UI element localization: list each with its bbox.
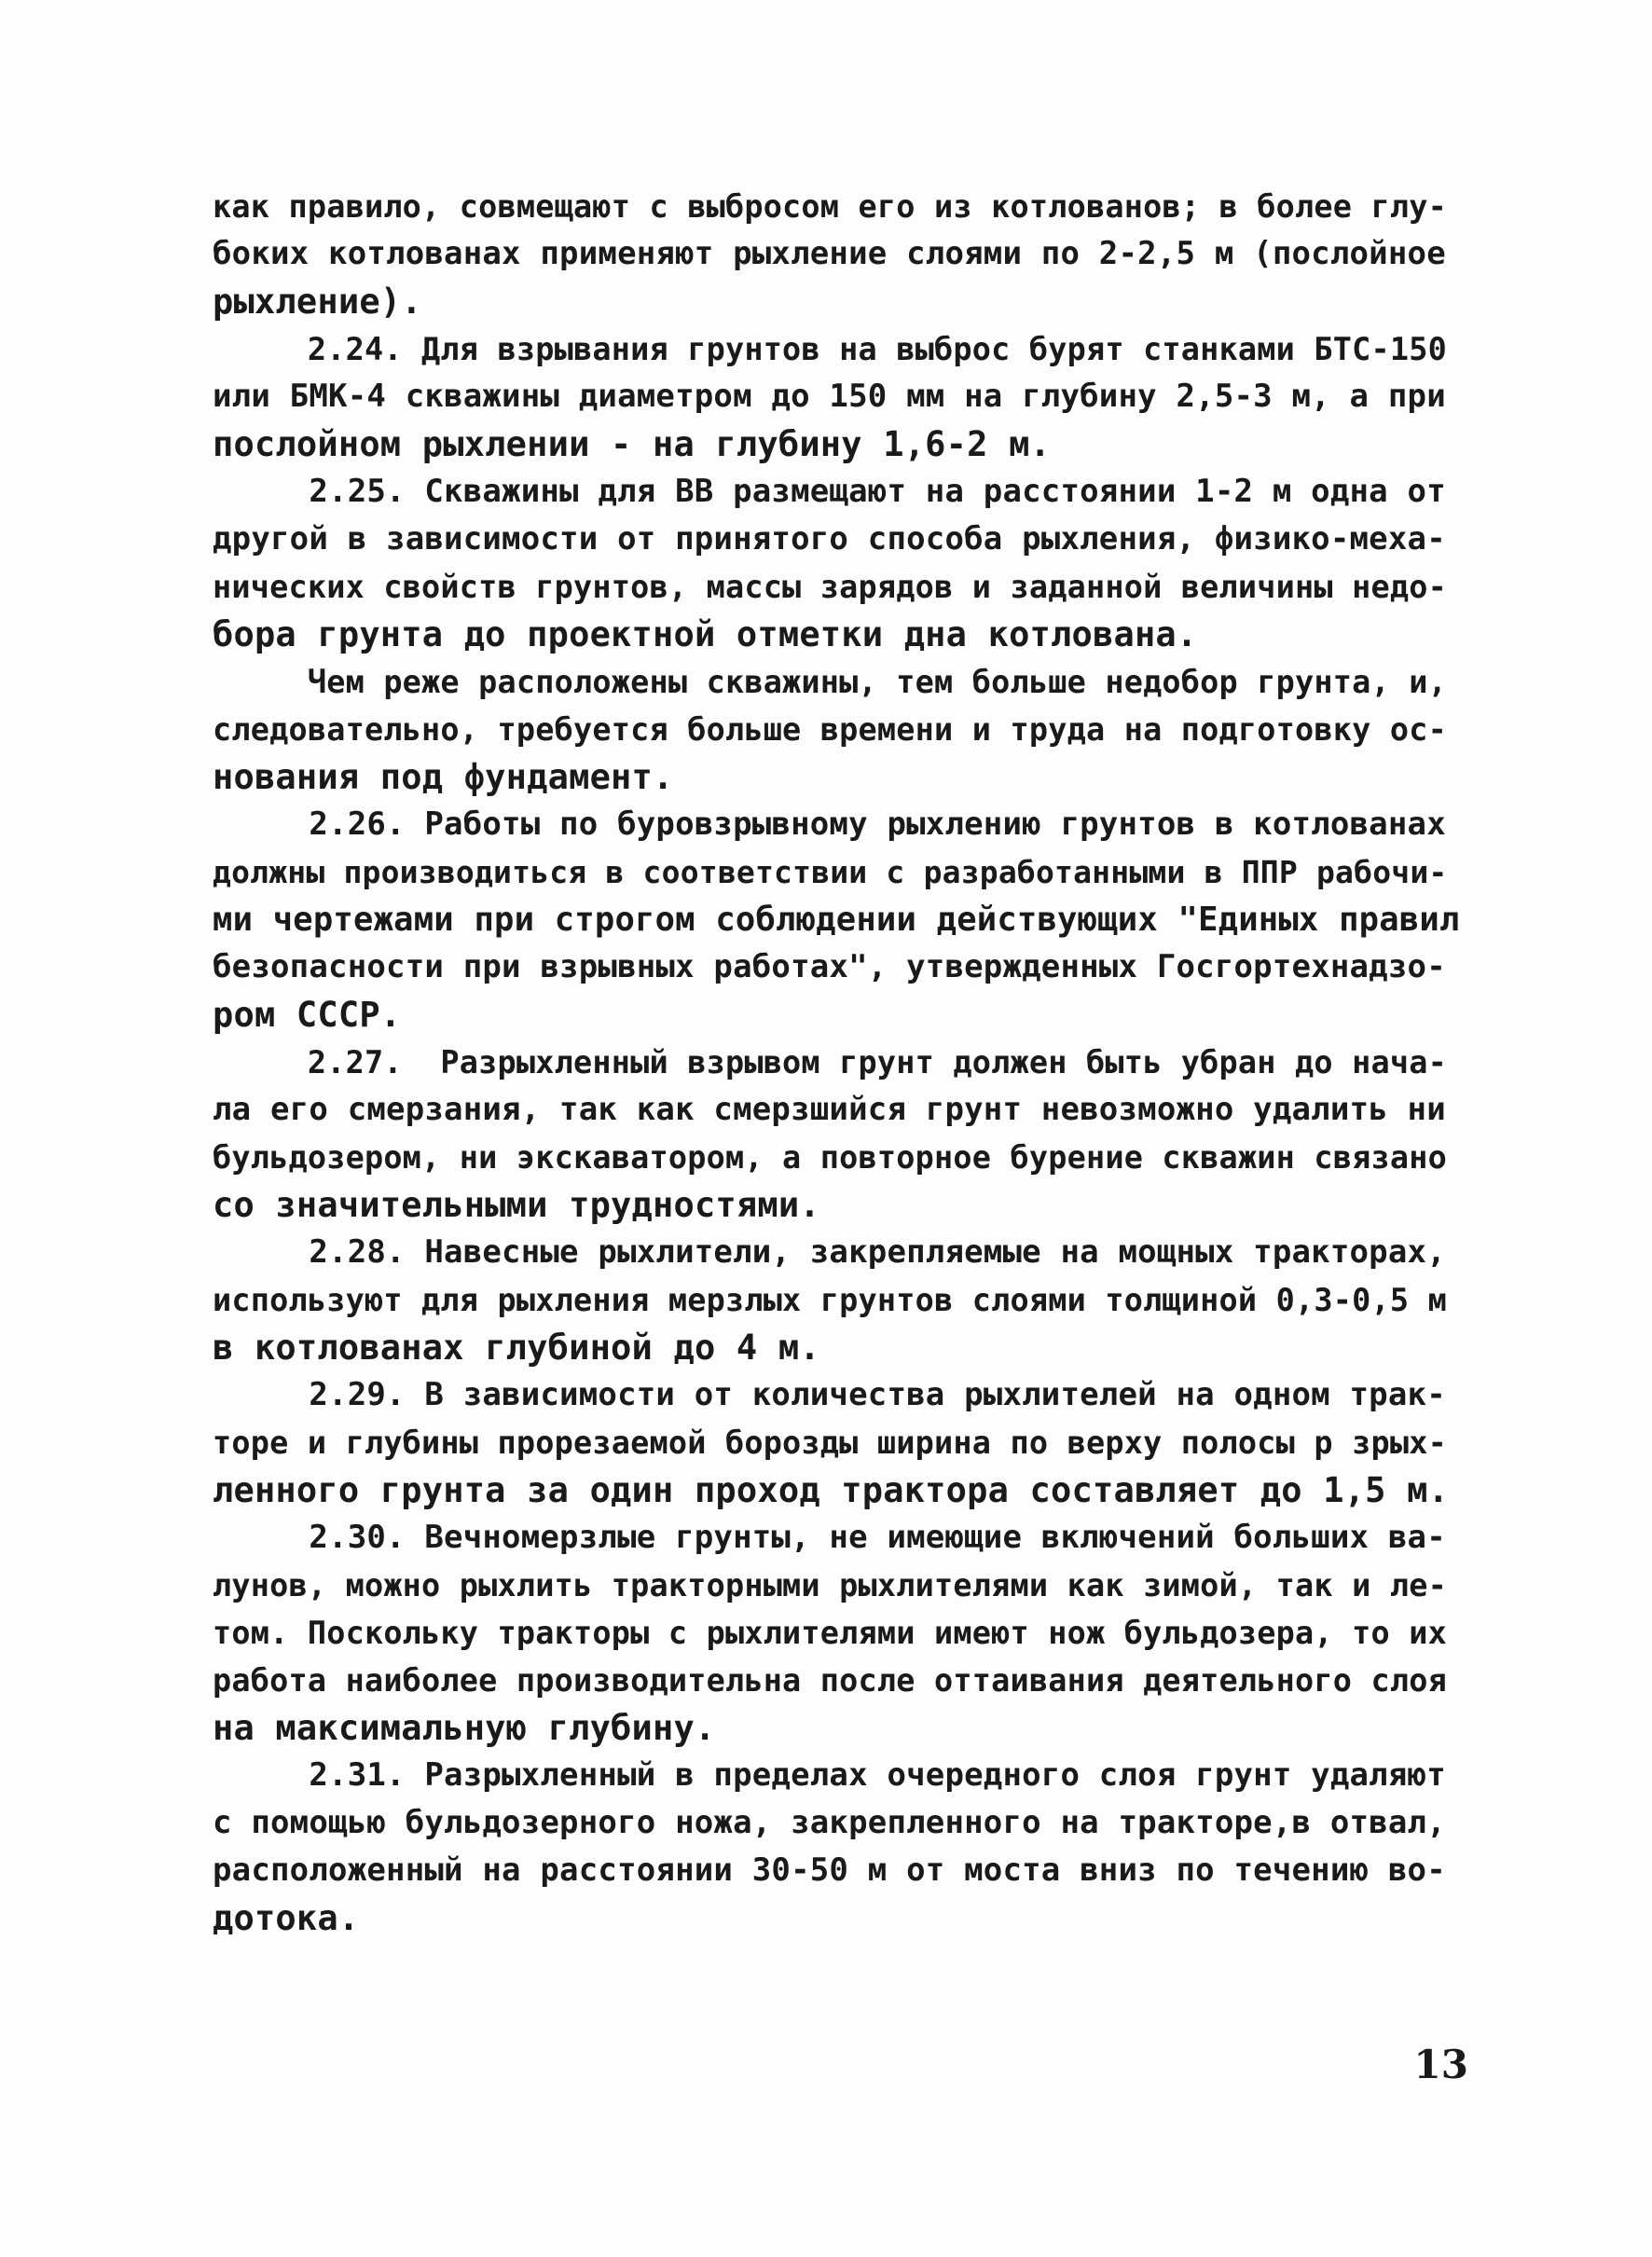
text-line: 2.25. Скважины для ВВ размещают на расстоянии 1-2 м одна от	[213, 473, 1446, 510]
text-line: торе и глубины прорезаемой борозды ширина по верху полосы р зрых-	[213, 1424, 1447, 1461]
text-line: Чем реже расположены скважины, тем больше недобор грунта, и,	[213, 664, 1447, 700]
page-number: 13	[1413, 2042, 1468, 2087]
text-line: том. Поскольку тракторы с рыхлителями имеют нож бульдозера, то их	[213, 1615, 1447, 1651]
text-line: с помощью бульдозерного ножа, закрепленного на тракторе,в отвал,	[213, 1804, 1446, 1841]
text-line: безопасности при взрывных работах", утвержденных Госгортехнадзо-	[213, 948, 1446, 985]
text-line: в котлованах глубиной до 4 м.	[213, 1328, 820, 1368]
text-line: ленного грунта за один проход трактора составляет до 1,5 м.	[213, 1470, 1450, 1510]
text-line: 2.30. Вечномерзлые грунты, не имеющие включений больших ва-	[213, 1519, 1446, 1556]
text-line: 2.26. Работы по буровзрывному рыхлению грунтов в котлованах	[213, 805, 1446, 843]
text-line: должны производиться в соответствии с разработанными в ППР рабочи-	[213, 854, 1448, 890]
text-line: бора грунта до проектной отметки дна котлована.	[213, 614, 1198, 654]
text-line: другой в зависимости от принятого способа рыхления, физико-меха-	[213, 520, 1446, 557]
text-line: 2.27. Разрыхленный взрывом грунт должен быть убран до нача-	[213, 1044, 1447, 1080]
text-line: работа наиболее производительна после оттаивания деятельного слоя	[213, 1662, 1447, 1699]
text-line: ла его смерзания, так как смерзшийся грунт невозможно удалить ни	[213, 1091, 1446, 1128]
text-line: расположенный на расстоянии 30-50 м от моста вниз по течению во-	[213, 1851, 1446, 1889]
text-line: ми чертежами при строгом соблюдении действующих "Единых правил	[213, 901, 1460, 939]
text-line: нических свойств грунтов, массы зарядов и заданной величины недо-	[213, 569, 1447, 605]
text-line: на максимальную глубину.	[213, 1708, 716, 1748]
text-line: или БМК-4 скважины диаметром до 150 мм на глубину 2,5-3 м, а при	[213, 378, 1446, 415]
text-line: дотока.	[213, 1898, 360, 1938]
text-line: рыхление).	[213, 282, 422, 322]
text-line: боких котлованах применяют рыхление слоями по 2-2,5 м (послойное	[213, 235, 1446, 272]
text-line: ром СССР.	[213, 995, 402, 1035]
text-line: послойном рыхлении - на глубину 1,6-2 м.	[213, 424, 1052, 464]
text-line: 2.28. Навесные рыхлители, закрепляемые на мощных тракторах,	[213, 1233, 1446, 1271]
body-text	[213, 183, 1462, 1942]
text-line: со значительными трудностями.	[213, 1185, 820, 1225]
text-line: бульдозером, ни экскаватором, а повторное бурение скважин связано	[213, 1139, 1447, 1176]
text-line: как правило, совмещают с выбросом его из котлованов; в более глу-	[213, 188, 1447, 225]
text-line: 2.31. Разрыхленный в пределах очередного слоя грунт удаляют	[213, 1756, 1446, 1794]
text-line: нования под фундамент.	[213, 757, 674, 797]
text-line: следовательно, требуется больше времени и труда на подготовку ос-	[213, 711, 1447, 748]
text-line: используют для рыхления мерзлых грунтов слоями толщиной 0,3-0,5 м	[213, 1282, 1447, 1318]
text-line: 2.29. В зависимости от количества рыхлителей на одном трак-	[213, 1376, 1446, 1413]
text-line: лунов, можно рыхлить тракторными рыхлителями как зимой, так и ле-	[213, 1567, 1447, 1603]
text-line: 2.24. Для взрывания грунтов на выброс бурят станками БТС-150	[213, 331, 1447, 367]
